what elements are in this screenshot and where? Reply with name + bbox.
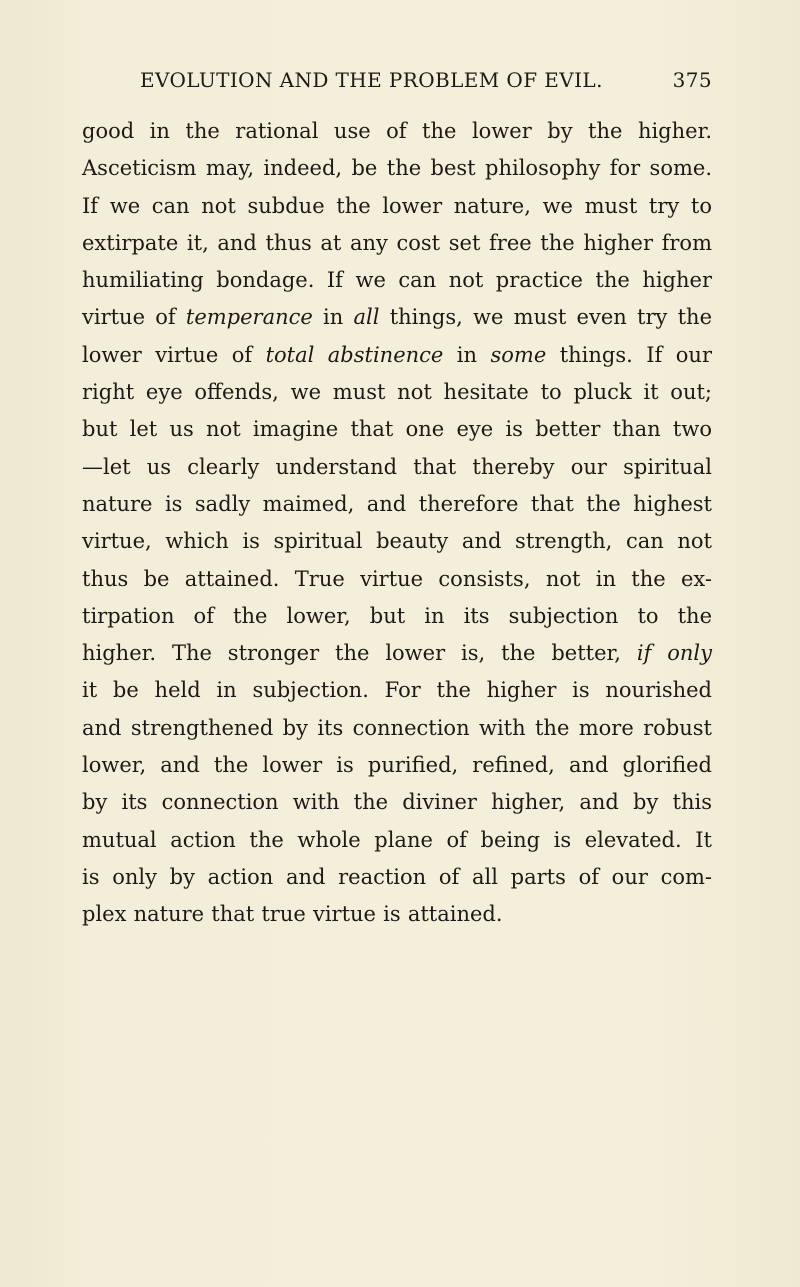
text-line: —let us clearly understand that thereby our spiritual [82, 454, 712, 479]
text-line: virtue, which is spiritual beauty and strength, can not [82, 529, 712, 554]
text-line: virtue of temperance in all things, we must even try the [82, 305, 712, 330]
text-line: higher. The stronger the lower is, the better, if only [82, 641, 712, 666]
text-line: lower virtue of total abstinence in some things. If our [82, 342, 712, 367]
text-line: humiliating bondage. If we can not practice the higher [82, 268, 712, 293]
italic-emphasis: temperance [185, 305, 313, 330]
text-line: by its connection with the diviner higher, and by this [82, 790, 712, 815]
running-title: EVOLUTION AND THE PROBLEM OF EVIL. [140, 68, 603, 92]
text-line: Asceticism may, indeed, be the best philosophy for some. [82, 156, 712, 181]
italic-emphasis: some [490, 342, 547, 367]
italic-emphasis: if only [636, 641, 712, 666]
text-line: right eye offends, we must not hesitate to pluck it out; [82, 380, 712, 405]
text-line: mutual action the whole plane of being is elevated. It [82, 827, 712, 852]
text-line: plex nature that true virtue is attained. [82, 902, 503, 927]
page-number: 375 [672, 68, 712, 92]
text-line: nature is sadly maimed, and therefore that the highest [82, 491, 712, 516]
text-line: good in the rational use of the lower by the higher. [82, 119, 712, 143]
italic-emphasis: total abstinence [265, 342, 444, 367]
text-line: thus be attained. True virtue consists, not in the ex- [82, 566, 712, 591]
page-header [140, 68, 712, 92]
text-line: tirpation of the lower, but in its subjection to the [82, 603, 712, 628]
text-line: and strengthened by its connection with the more robust [82, 715, 712, 740]
italic-emphasis: all [353, 305, 380, 330]
text-line: but let us not imagine that one eye is better than two [82, 417, 712, 442]
text-line: it be held in subjection. For the higher is nourished [82, 678, 712, 703]
text-line: lower, and the lower is purified, refined, and glorified [82, 753, 712, 778]
text-line: extirpate it, and thus at any cost set free the higher from [82, 230, 712, 255]
text-line: If we can not subdue the lower nature, we must try to [82, 193, 712, 218]
text-line: is only by action and reaction of all parts of our com- [82, 864, 712, 889]
body-paragraph [82, 113, 712, 934]
